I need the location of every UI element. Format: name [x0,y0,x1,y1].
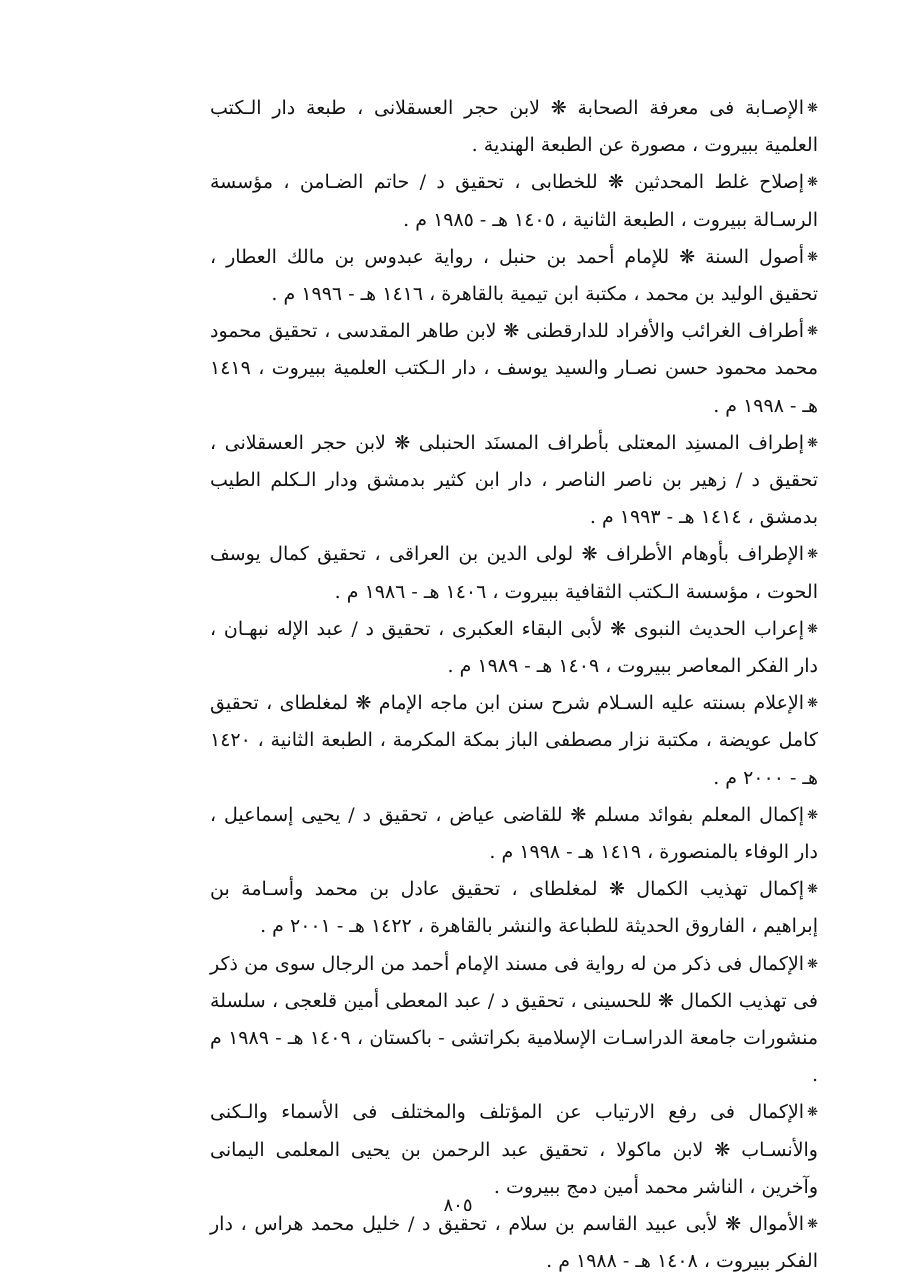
bibliography-entry [210,1094,818,1206]
bibliography-entry [210,536,818,610]
entry-text: الإعلام بسنته عليه السـلام شرح سنن ابن ماجه الإمام ❋ لمغلطاى ، تحقيق كامل عويضة ، مكتبة نزار مصطفى الباز بمكة المكرمة ، الطبعة الثانية ، ١٤٢٠ هـ - ٢٠٠٠ م . [210,692,818,789]
bibliography-entry [210,1206,818,1280]
bullet-icon: ❋ [807,621,818,637]
bullet-icon: ❋ [807,249,818,265]
entry-text: أطراف الغرائب والأفراد للدارقطنى ❋ لابن طاهر المقدسى ، تحقيق محمود محمد محمود حسن نصـار والسيد يوسف ، دار الـكتب العلمية ببيروت ، ١٤١٩ هـ - ١٩٩٨ م . [210,320,818,417]
bullet-icon: ❋ [807,324,818,340]
bibliography-entry [210,90,818,164]
bullet-icon: ❋ [807,435,818,451]
entry-text: أصول السنة ❋ للإمام أحمد بن حنبل ، رواية عبدوس بن مالك العطار ، تحقيق الوليد بن محمد ، مكتبة ابن تيمية بالقاهرة ، ١٤١٦ هـ - ١٩٩٦ م . [210,245,818,306]
entry-text: الأموال ❋ لأبى عبيد القاسم بن سلام ، تحقيق د / خليل محمد هراس ، دار الفكر ببيروت ، ١٤٠٨ هـ - ١٩٨٨ م . [210,1213,818,1273]
bibliography-entry [210,797,818,871]
entry-text: إصلاح غلط المحدثين ❋ للخطابى ، تحقيق د / حاتم الضـامن ، مؤسسة الرسـالة ببيروت ، الطبعة الثانية ، ١٤٠٥ هـ - ١٩٨٥ م . [210,171,818,231]
page-number: ٨٠٥ [443,1195,473,1216]
entry-text: الإصـابة فى معرفة الصحابة ❋ لابن حجر العسقلانى ، طبعة دار الـكتب العلمية ببيروت ، مصورة عن الطبعة الهندية . [210,97,818,157]
bullet-icon: ❋ [807,547,818,563]
bullet-icon: ❋ [807,1217,818,1233]
bullet-icon: ❋ [807,956,818,972]
bibliography-list [210,90,818,1281]
bibliography-entry [210,313,818,425]
entry-text: إعراب الحديث النبوى ❋ لأبى البقاء العكبرى ، تحقيق د / عبد الإله نبهـان ، دار الفكر المعاصر ببيروت ، ١٤٠٩ هـ - ١٩٨٩ م . [210,617,818,678]
bullet-icon: ❋ [807,882,818,898]
bibliography-entry [210,685,818,797]
bibliography-entry [210,164,818,238]
bibliography-entry [210,871,818,945]
entry-text: الإكمال فى ذكر من له رواية فى مسند الإمام أحمد من الرجال سوى من ذكر فى تهذيب الكمال ❋ للحسينى ، تحقيق د / عبد المعطى أمين قلعجى ، سلسلة منشورات جامعة الدراسـات الإسلامية بكراتشى - باكستان ، ١٤٠٩ هـ - ١٩٨٩ م . [210,952,819,1087]
entry-text: الإطراف بأوهام الأطراف ❋ لولى الدين بن العراقى ، تحقيق كمال يوسف الحوت ، مؤسسة الـكتب الثقافية ببيروت ، ١٤٠٦ هـ - ١٩٨٦ م . [210,543,818,603]
bullet-icon: ❋ [807,807,818,823]
bibliography-entry [210,239,818,313]
bullet-icon: ❋ [807,101,818,116]
bibliography-entry [210,611,818,685]
bullet-icon: ❋ [807,696,818,712]
bullet-icon: ❋ [807,1105,818,1121]
bibliography-entry [210,425,818,537]
bibliography-entry [210,946,818,1095]
entry-text: إكمال تهذيب الكمال ❋ لمغلطاى ، تحقيق عادل بن محمد وأسـامة بن إبراهيم ، الفاروق الحديثة للطباعة والنشر بالقاهرة ، ١٤٢٢ هـ - ٢٠٠١ م . [210,878,818,938]
entry-text: إطراف المسنِد المعتلى بأطراف المسنَد الحنبلى ❋ لابن حجر العسقلانى ، تحقيق د / زهير بن ناصر الناصر ، دار ابن كثير بدمشق ودار الـكلم الطيب بدمشق ، ١٤١٤ هـ - ١٩٩٣ م . [210,431,818,529]
bullet-icon: ❋ [807,175,818,191]
entry-text: إكمال المعلم بفوائد مسلم ❋ للقاضى عياض ، تحقيق د / يحيى إسماعيل ، دار الوفاء بالمنصورة ، ١٤١٩ هـ - ١٩٩٨ م . [210,803,818,864]
entry-text: الإكمال فى رفع الارتياب عن المؤتلف والمختلف فى الأسماء والـكنى والأنسـاب ❋ لابن ماكولا ، تحقيق عبد الرحمن بن يحيى المعلمى اليمانى وآخرين ، الناشر محمد أمين دمج ببيروت . [210,1101,818,1198]
